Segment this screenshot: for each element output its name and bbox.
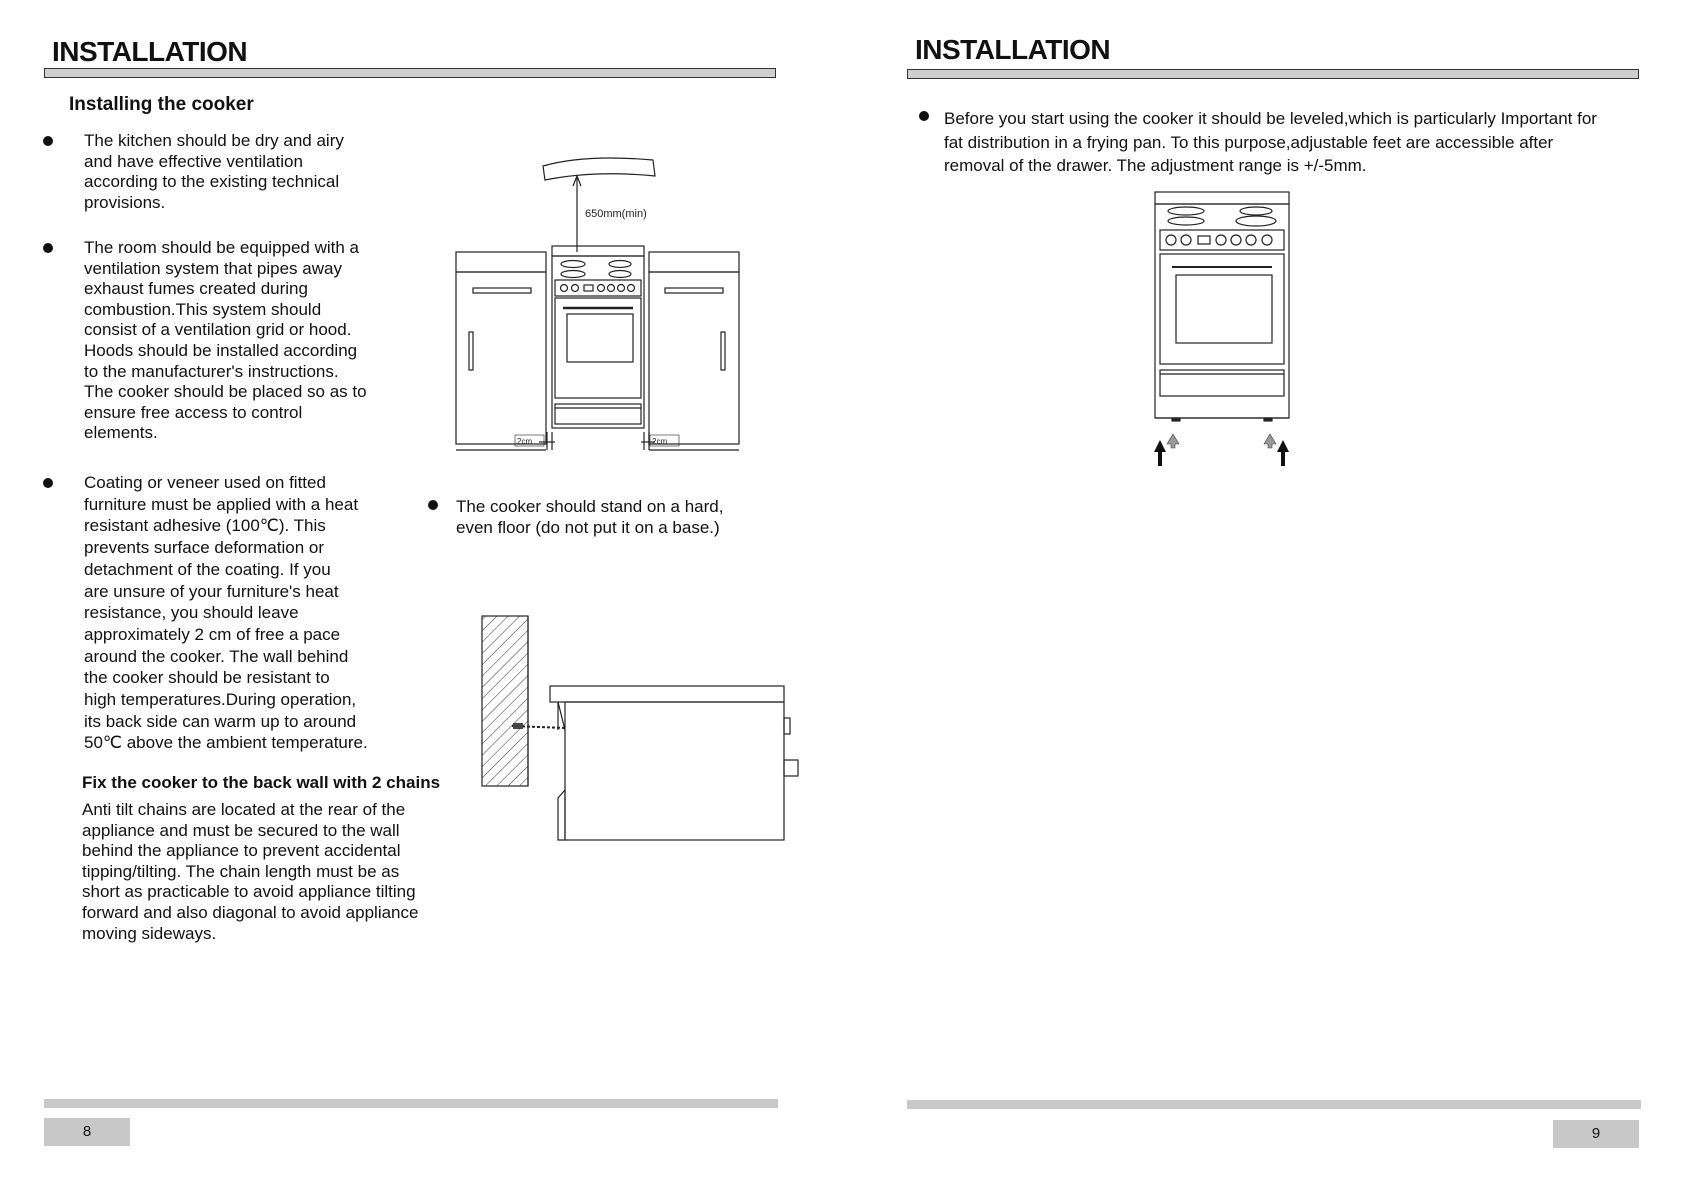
wall-hatch: [482, 616, 528, 786]
bullet-coating: Coating or veneer used on fitted furniture must be applied with a heat resistant adhesive (100℃). This prevents surface deformation or detachment of the coating. If you are unsure of your furniture's heat resistance, you should leave approximately 2 cm of free a pace around the cooker. The wall behind the cooker should be resistant to high temperatures.During operation, its back side can warm up to around 50℃ above the ambient temperature.: [84, 473, 368, 753]
arrow-up-icon: [1167, 434, 1179, 448]
control-panel: [1160, 230, 1284, 250]
arrow-up-icon: [1264, 434, 1276, 448]
bullet-dot: [43, 136, 53, 146]
right-header-rule: [907, 69, 1639, 79]
cooker-front-leveling-figure: [1150, 190, 1300, 470]
drawer: [555, 404, 641, 424]
left-footer-rule: [44, 1099, 778, 1108]
wall-chain-side-figure: [480, 610, 800, 840]
arrow-up-icon: [1154, 440, 1166, 466]
oven-door: [1160, 254, 1284, 364]
left-subtitle: Installing the cooker: [69, 94, 254, 115]
knob: [1166, 235, 1176, 245]
bullet-kitchen-dry: The kitchen should be dry and airy and have effective ventilation according to the existing technical provisions.: [84, 131, 344, 212]
bullet-leveling: Before you start using the cooker it should be leveled,which is particularly Important for fat distribution in a frying pan. To this purpose,adjustable feet are accessible after removal of the drawer. The adjustment range is +/-5mm.: [944, 109, 1597, 175]
cooker-side: [565, 702, 784, 840]
chain-hook: [513, 723, 523, 729]
left-header-rule: [44, 68, 776, 78]
oven-door: [555, 298, 641, 398]
cooker-top: [550, 686, 784, 702]
oven-window: [567, 314, 633, 362]
chains-text: Anti tilt chains are located at the rear of the appliance and must be secured to the wall behind the appliance to prevent accidental tipping/tilting. The chain length must be as short as practicable to avoid appliance tilting forward and also diagonal to avoid appliance moving sideways.: [82, 800, 419, 943]
bullet-ventilation: The room should be equipped with a ventilation system that pipes away exhaust fumes created during combustion.This system should consist of a ventilation grid or hood. Hoods should be installed according to the manufacturer's instructions. The cooker should be placed so as to ensure free access to control elements.: [84, 238, 367, 443]
right-cabinet-top: [649, 252, 739, 272]
cooker-lid: [1155, 192, 1289, 204]
left-page-title: INSTALLATION: [52, 36, 248, 67]
bullet-dot: [919, 111, 929, 121]
chains-heading: Fix the cooker to the back wall with 2 chains: [82, 773, 441, 792]
gap-left-label: 2cm: [517, 437, 533, 446]
page-number-right: 9: [1553, 1120, 1639, 1148]
bullet-dot: [43, 243, 53, 253]
hood-clearance-label: 650mm(min): [585, 208, 647, 220]
right-page-title: INSTALLATION: [915, 34, 1111, 65]
arrow-up-icon: [1277, 440, 1289, 466]
gap-right-label: 2cm: [652, 437, 668, 446]
cooker-between-cabinets-figure: [455, 150, 755, 450]
page-number-left: 8: [44, 1118, 130, 1146]
cooker-body: [552, 256, 644, 428]
oven-window: [1176, 275, 1272, 343]
cooker-lid: [552, 246, 644, 256]
left-cabinet-top: [456, 252, 546, 272]
bullet-dot: [428, 500, 438, 510]
hood-shape: [543, 158, 655, 180]
bullet-dot: [43, 478, 53, 488]
right-footer-rule: [907, 1100, 1641, 1109]
cooker-body: [1155, 204, 1289, 418]
adjustable-foot-arrows: [1154, 434, 1289, 466]
bullet-hard-floor: The cooker should stand on a hard, even floor (do not put it on a base.): [456, 497, 724, 537]
